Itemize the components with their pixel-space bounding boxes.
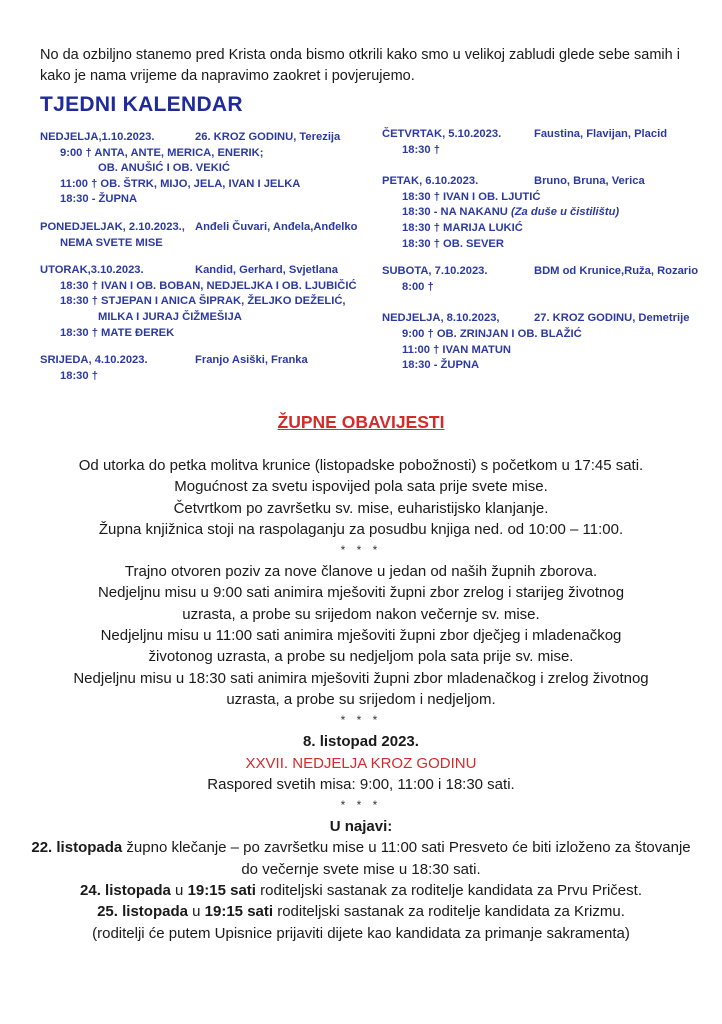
upcoming-text: župno klečanje – po završetku mise u 11:00 sati Presveto će biti izloženo za štovanje do večernje svete mise u 18:30 sati. — [122, 839, 691, 878]
upcoming-date: 25. listopada — [97, 903, 188, 921]
date-heading: 8. listopad 2023. — [303, 733, 419, 751]
mass-entry: 18:30 † IVAN I OB. LJUTIĆ — [402, 190, 541, 203]
mass-entry: 18:30 † — [60, 369, 98, 382]
day-saint: Anđeli Čuvari, Anđela,Anđelko — [195, 220, 358, 233]
separator-stars: * * * — [340, 543, 382, 558]
day-name: UTORAK,3.10.2023. — [40, 264, 144, 277]
upcoming-connector: u — [187, 903, 205, 921]
separator-stars: * * * — [340, 798, 382, 813]
calendar-title: TJEDNI KALENDAR — [40, 93, 243, 116]
upcoming-title: U najavi: — [329, 818, 393, 836]
mass-entry: 18:30 † MATE ĐEREK — [60, 326, 175, 339]
notice-line: Nedjeljnu misu u 9:00 sati animira mješoviti župni zbor zrelog i starijeg životnog uzrasta, a probe su srijedom nakon večernje sv. mise. — [97, 584, 625, 623]
mass-entry: 18:30 † IVAN I OB. BOBAN, NEDJELJKA I OB. LJUBIČIĆ — [60, 279, 357, 292]
mass-schedule: Raspored svetih misa: 9:00, 11:00 i 18:30 sati. — [207, 775, 515, 793]
mass-entry: MILKA I JURAJ ČIŽMEŠIJA — [98, 310, 242, 323]
day-saint: 26. KROZ GODINU, Terezija — [195, 131, 341, 143]
day-name: SRIJEDA, 4.10.2023. — [40, 354, 148, 367]
notices-title: ŽUPNE OBAVIJESTI — [277, 412, 445, 432]
mass-entry: 18:30 - ŽUPNA — [60, 193, 138, 206]
calendar-day — [40, 220, 365, 251]
day-saint: Bruno, Bruna, Verica — [534, 175, 645, 188]
calendar-day — [40, 353, 365, 384]
notice-line: Četvrtkom po završetku sv. mise, euharistijsko klanjanje. — [173, 499, 549, 517]
notice-line: Mogućnost za svetu ispovijed pola sata prije svete mise. — [174, 478, 548, 496]
mass-text: 18:30 - NA NAKANU — [402, 206, 508, 219]
mass-entry: 18:30 † STJEPAN I ANICA ŠIPRAK, ŽELJKO DEŽELIĆ, — [60, 295, 346, 308]
notice-line: Nedjeljnu misu u 18:30 sati animira mješoviti župni zbor mladenačkog i zrelog životnog uzrasta, a probe su srijedom i nedjeljom. — [73, 669, 649, 708]
calendar-right-column — [382, 127, 702, 386]
upcoming-time: 19:15 sati — [204, 903, 274, 921]
mass-entry: 9:00 † OB. ZRINJAN I OB. BLAŽIĆ — [402, 327, 582, 340]
day-saint: Kandid, Gerhard, Svjetlana — [195, 264, 338, 277]
calendar-left-column — [40, 130, 365, 396]
day-saint: Faustina, Flavijan, Placid — [534, 128, 668, 140]
calendar-day — [382, 174, 702, 252]
notice-line: Trajno otvoren poziv za nove članove u jedan od naših župnih zborova. — [124, 563, 598, 581]
final-note: (roditelji će putem Upisnice prijaviti dijete kao kandidata za primanje sakramenta) — [92, 924, 630, 942]
day-name: PETAK, 6.10.2023. — [382, 175, 479, 188]
day-name: PONEDJELJAK, 2.10.2023., — [40, 220, 185, 233]
mass-entry: 18:30 † MARIJA LUKIĆ — [402, 221, 523, 234]
separator-stars: * * * — [340, 713, 382, 728]
mass-entry: 18:30 - ŽUPNA — [402, 359, 480, 372]
day-name: ČETVRTAK, 5.10.2023. — [382, 128, 502, 140]
day-name: SUBOTA, 7.10.2023. — [382, 265, 488, 278]
upcoming-time: 19:15 sati — [187, 882, 256, 900]
mass-entry: 9:00 † ANTA, ANTE, MERICA, ENERIK; — [60, 146, 264, 159]
calendar-day — [40, 130, 365, 208]
mass-entry — [382, 205, 702, 221]
upcoming-date: 22. listopada — [31, 839, 123, 857]
upcoming-text: roditeljski sastanak za roditelje kandidata za Krizmu. — [273, 903, 625, 921]
mass-entry: 11:00 † IVAN MATUN — [402, 343, 511, 356]
day-saint: 27. KROZ GODINU, Demetrije — [534, 312, 690, 325]
intro-paragraph: No da ozbiljno stanemo pred Krista onda bismo otkrili kako smo u velikoj zabludi glede sebe samih i kako je nama vrijeme da napravimo zaokret i povjerujemo. — [40, 47, 680, 84]
upcoming-item — [20, 837, 702, 880]
notices-body — [20, 455, 702, 944]
notice-line: Nedjeljnu misu u 11:00 sati animira mješoviti župni zbor dječjeg i mladenačkog životonog uzrasta, a probe su nedjeljom pola sata prije sv. mise. — [100, 627, 622, 666]
upcoming-item — [20, 880, 702, 901]
upcoming-date: 24. listopada — [80, 882, 171, 900]
mass-entry: 11:00 † OB. ŠTRK, MIJO, JELA, IVAN I JELKA — [60, 177, 301, 190]
day-saint: BDM od Krunice,Ruža, Rozario — [534, 265, 699, 278]
mass-note: (Za duše u čistilištu) — [511, 206, 620, 219]
calendar-day — [382, 264, 702, 295]
upcoming-connector: u — [170, 882, 188, 900]
calendar-day — [382, 127, 702, 158]
day-saint: Franjo Asiški, Franka — [195, 354, 308, 367]
day-name: NEDJELJA,1.10.2023. — [40, 131, 155, 143]
calendar-day — [382, 311, 702, 373]
mass-entry: 8:00 † — [402, 280, 434, 293]
notice-line: Župna knjižnica stoji na raspolaganju za posudbu knjiga ned. od 10:00 – 11:00. — [98, 520, 624, 538]
day-name: NEDJELJA, 8.10.2023, — [382, 312, 500, 325]
mass-entry: NEMA SVETE MISE — [60, 236, 163, 249]
sunday-title: XXVII. NEDJELJA KROZ GODINU — [245, 754, 477, 772]
mass-entry: OB. ANUŠIĆ I OB. VEKIĆ — [98, 162, 230, 175]
mass-entry: 18:30 † — [402, 143, 440, 156]
calendar-day — [40, 263, 365, 341]
upcoming-text: roditeljski sastanak za roditelje kandidata za Prvu Pričest. — [255, 882, 642, 900]
mass-entry: 18:30 † OB. SEVER — [402, 237, 504, 250]
notice-line: Od utorka do petka molitva krunice (listopadske pobožnosti) s početkom u 17:45 sati. — [78, 457, 644, 474]
upcoming-item — [20, 901, 702, 922]
